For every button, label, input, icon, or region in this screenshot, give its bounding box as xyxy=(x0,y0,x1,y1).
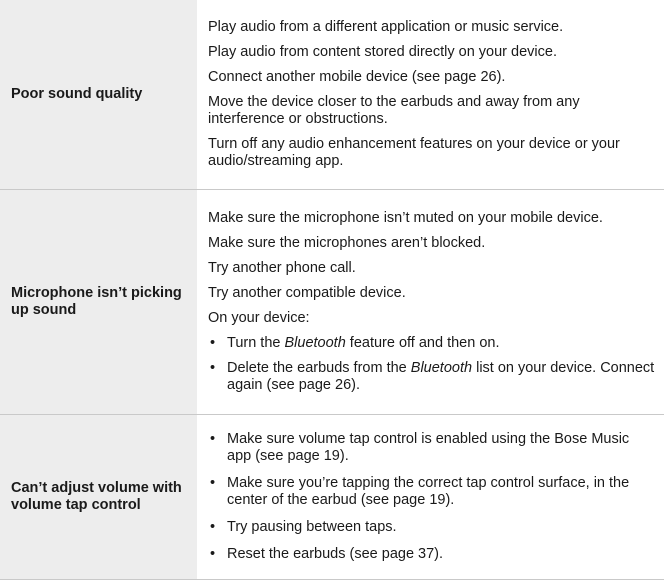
bullet-dot: • xyxy=(210,360,216,376)
bullet-text-before: Turn the xyxy=(227,335,285,351)
table-row xyxy=(0,415,664,580)
issue-label: Poor sound quality xyxy=(11,86,143,102)
solution-text: Make sure the microphone isn’t muted on your mobile device. xyxy=(208,210,603,226)
bullet-text: Reset the earbuds (see page 37). xyxy=(227,546,444,562)
solution-text: Play audio from a different application or music service. xyxy=(208,19,564,35)
solution-text: Make sure the microphones aren’t blocked. xyxy=(208,235,486,251)
bullet-dot: • xyxy=(210,519,216,535)
solution-text: Try another phone call. xyxy=(208,260,356,276)
bullet-text-emphasis: Bluetooth xyxy=(410,360,473,376)
bullet-text-after: feature off and then on. xyxy=(345,335,500,351)
bullet-text: Try pausing between taps. xyxy=(227,519,397,535)
bullet-dot: • xyxy=(210,475,216,491)
issue-cell xyxy=(0,0,197,189)
bullet-item xyxy=(208,360,656,394)
table-row xyxy=(0,0,664,190)
issue-cell xyxy=(0,415,197,579)
bullet-item xyxy=(208,431,656,465)
solution-text: Play audio from content stored directly on your device. xyxy=(208,44,557,60)
bullet-dot: • xyxy=(210,546,216,562)
issue-label: Can’t adjust volume with volume tap control xyxy=(11,480,182,513)
solutions-cell xyxy=(197,415,664,579)
bullet-text-after: list on your device. Connect again (see page 26). xyxy=(227,360,655,393)
issue-label: Microphone isn’t picking up sound xyxy=(11,285,182,318)
bullet-item xyxy=(208,519,656,536)
table-row xyxy=(0,190,664,415)
solution-text: Try another compatible device. xyxy=(208,285,406,301)
bullet-item xyxy=(208,335,656,352)
bullet-text: Make sure you’re tapping the correct tap control surface, in the center of the earbud (see page 19). xyxy=(227,475,630,508)
bullet-item xyxy=(208,475,656,509)
solution-text: Connect another mobile device (see page 26). xyxy=(208,69,506,85)
bullet-dot: • xyxy=(210,431,216,447)
bullet-text: Make sure volume tap control is enabled using the Bose Music app (see page 19). xyxy=(227,431,630,464)
bullet-item xyxy=(208,546,656,563)
bullet-dot: • xyxy=(210,335,216,351)
solutions-cell xyxy=(197,190,664,414)
solution-text: On your device: xyxy=(208,310,310,326)
solutions-cell xyxy=(197,0,664,189)
solution-text: Turn off any audio enhancement features on your device or your audio/streaming app. xyxy=(208,136,620,169)
bullet-text-before: Delete the earbuds from the xyxy=(227,360,411,376)
solution-text: Move the device closer to the earbuds and away from any interference or obstructions. xyxy=(208,94,580,127)
bullet-text-emphasis: Bluetooth xyxy=(284,335,346,351)
issue-cell xyxy=(0,190,197,414)
